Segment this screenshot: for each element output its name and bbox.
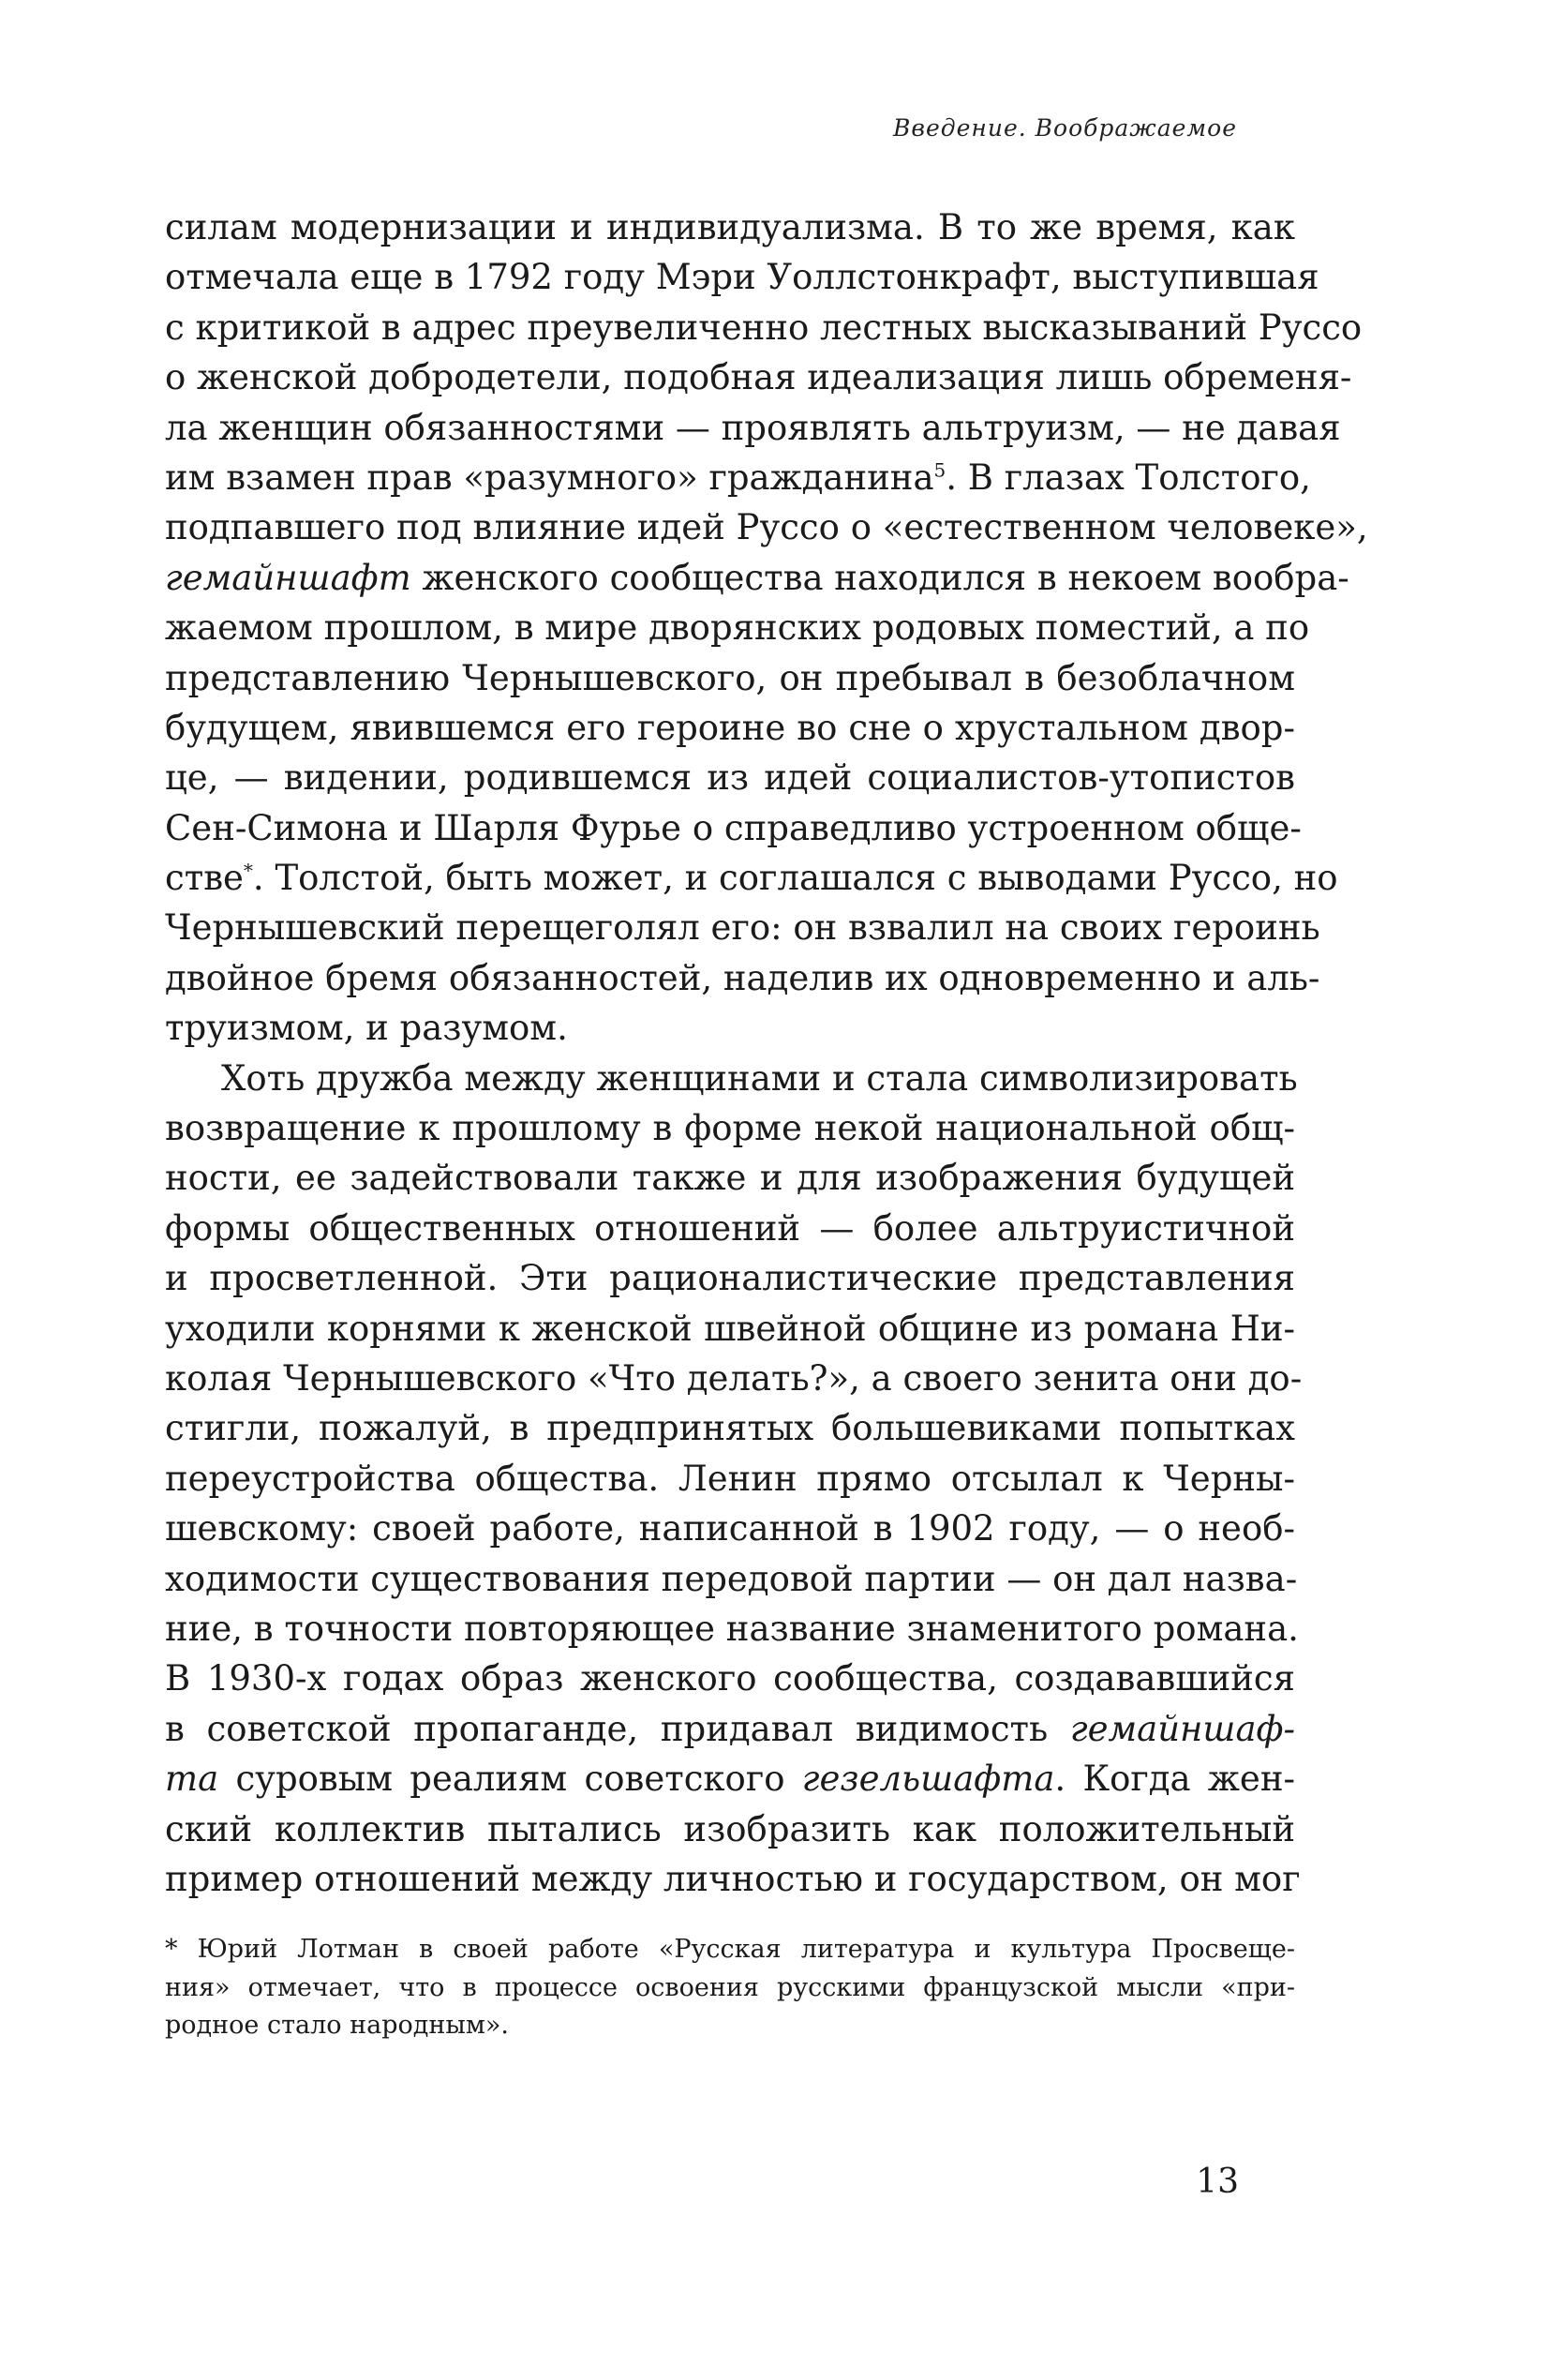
text-line: представлению Чернышевского, он пребывал в безоблачном bbox=[165, 657, 1295, 698]
text-line: с критикой в адрес преувеличенно лестных высказываний Руссо bbox=[165, 307, 1363, 348]
text-segment: . Толстой, быть может, и соглашался с выводами Руссо, но bbox=[252, 858, 1338, 899]
text-line: шевскому: своей работе, написанной в 1902 году, — о необ- bbox=[165, 1508, 1295, 1549]
text-segment: им взамен прав «разумного» гражданина bbox=[165, 457, 934, 498]
text-line: ности, ее задействовали также и для изображения будущей bbox=[165, 1158, 1295, 1199]
footnote-ref: 5 bbox=[933, 458, 946, 482]
text-line bbox=[165, 1754, 1295, 1804]
text-line: Сен-Симона и Шарля Фурье о справедливо устроенном обще- bbox=[165, 807, 1302, 848]
text-segment: . Когда жен- bbox=[1054, 1759, 1295, 1800]
text-segment: суровым реалиям советского bbox=[218, 1759, 802, 1800]
text-segment: в советской пропаганде, придавал видимость bbox=[165, 1708, 1070, 1749]
text-line: колая Чернышевского «Что делать?», а своего зенита они до- bbox=[165, 1357, 1303, 1399]
footnote bbox=[165, 1931, 1295, 2045]
footnote-line: родное стало народным». bbox=[165, 2011, 509, 2040]
text-line: Чернышевский перещеголял его: он взвалил на своих героинь bbox=[165, 907, 1320, 949]
text-line: отмечала еще в 1792 году Мэри Уоллстонкрафт, выступившая bbox=[165, 257, 1319, 298]
text-line: переустройства общества. Ленин прямо отсылал к Черны- bbox=[165, 1458, 1295, 1499]
text-line: ходимости существования передовой партии — он дал назва- bbox=[165, 1558, 1298, 1599]
footnote-ref: * bbox=[243, 859, 253, 882]
text-line: формы общественных отношений — более альтруистичной bbox=[165, 1207, 1295, 1249]
paragraph-start: Хоть дружба между женщинами и стала символизировать bbox=[221, 1057, 1298, 1099]
text-line: будущем, явившемся его героине во сне о хрустальном двор- bbox=[165, 707, 1295, 748]
italic-term: гемайншаф- bbox=[1069, 1708, 1295, 1749]
text-line: пример отношений между личностью и государством, он мог bbox=[165, 1858, 1301, 1899]
text-line: жаемом прошлом, в мире дворянских родовых поместий, а по bbox=[165, 607, 1310, 649]
main-text bbox=[165, 202, 1368, 1904]
footnote-line: * Юрий Лотман в своей работе «Русская литература и культура Просвеще- bbox=[165, 1935, 1295, 1964]
text-line bbox=[165, 553, 1349, 603]
text-line: ла женщин обязанностями — проявлять альтруизм, — не давая bbox=[165, 407, 1341, 448]
text-line: двойное бремя обязанностей, наделив их одновременно и аль- bbox=[165, 957, 1320, 998]
italic-term: гемайншафт bbox=[165, 557, 411, 598]
text-line bbox=[165, 1704, 1295, 1754]
text-line: труизмом, и разумом. bbox=[165, 1008, 568, 1049]
text-line bbox=[165, 853, 1338, 903]
text-line: подпавшего под влияние идей Руссо о «естественном человеке», bbox=[165, 507, 1368, 548]
text-line: це, — видении, родившемся из идей социалистов-утопистов bbox=[165, 757, 1295, 799]
footnote-line: ния» отмечает, что в процессе освоения русскими французской мысли «при- bbox=[165, 1972, 1295, 2002]
text-line: о женской добродетели, подобная идеализация лишь обременя- bbox=[165, 357, 1352, 398]
text-line: уходили корнями к женской швейной общине из романа Ни- bbox=[165, 1308, 1295, 1349]
italic-term: та bbox=[165, 1759, 219, 1800]
page-number: 13 bbox=[1196, 2163, 1239, 2201]
text-segment: стве bbox=[165, 858, 244, 899]
text-segment: . В глазах Толстого, bbox=[946, 457, 1311, 498]
text-line: ние, в точности повторяющее название знаменитого романа. bbox=[165, 1608, 1299, 1649]
text-line: возвращение к прошлому в форме некой национальной общ- bbox=[165, 1108, 1295, 1149]
running-header: Введение. Воображаемое bbox=[893, 114, 1237, 142]
text-line: ский коллектив пытались изобразить как положительный bbox=[165, 1808, 1295, 1849]
text-line bbox=[165, 453, 1311, 502]
text-line: В 1930-х годах образ женского сообщества, создававшийся bbox=[165, 1658, 1295, 1699]
text-line: силам модернизации и индивидуализма. В то же время, как bbox=[165, 207, 1295, 247]
text-line: стигли, пожалуй, в предпринятых большевиками попытках bbox=[165, 1408, 1295, 1449]
italic-term: гезельшафта bbox=[801, 1759, 1055, 1800]
text-line: и просветленной. Эти рационалистические представления bbox=[165, 1258, 1295, 1299]
text-segment: женского сообщества находился в некоем вообра- bbox=[410, 557, 1349, 598]
